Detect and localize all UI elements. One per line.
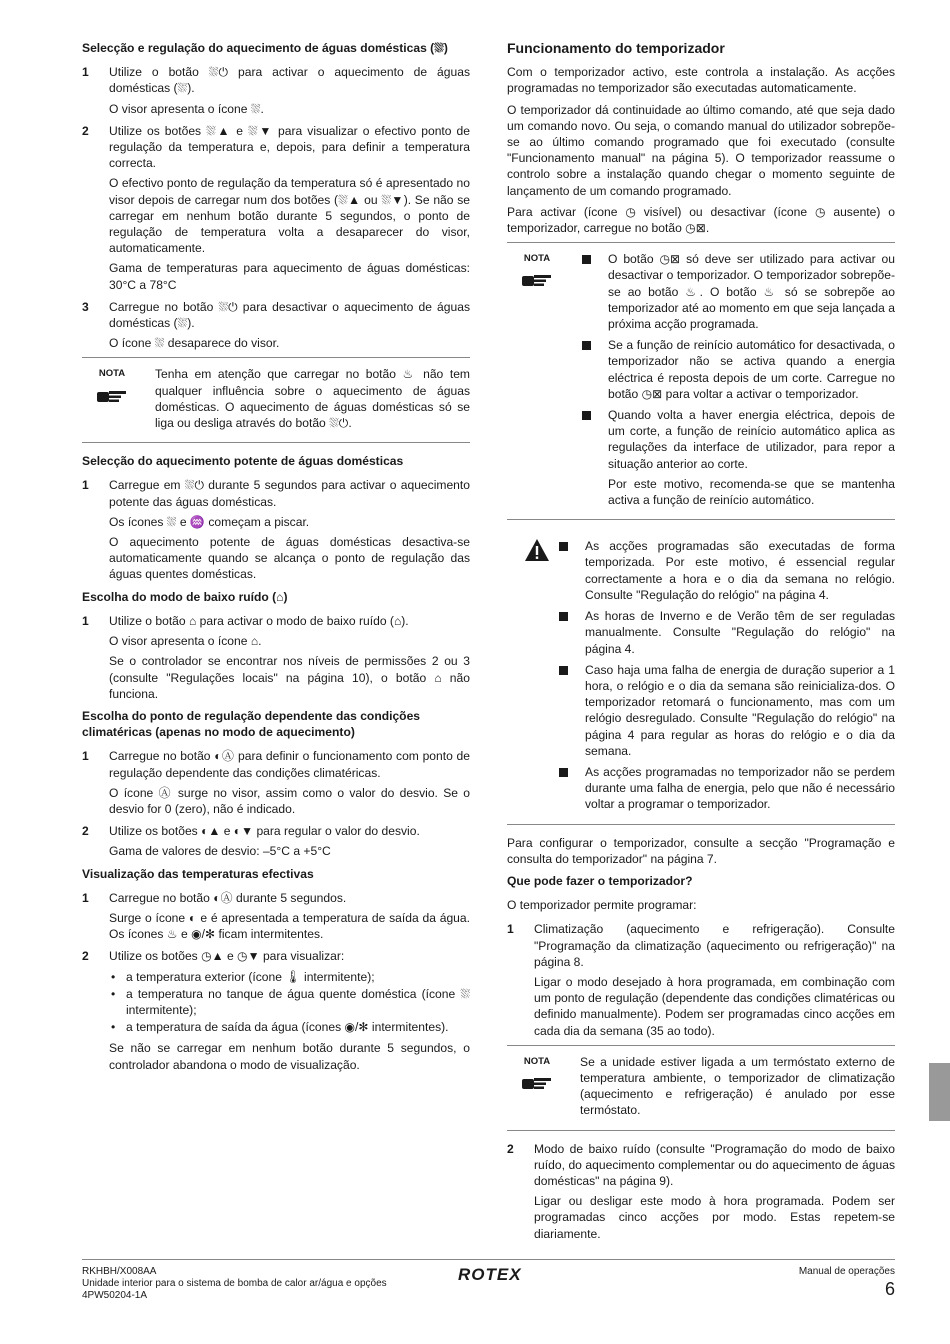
note-text: Tenha em atenção que carregar no botão ♨ não tem qualquer influência sobre o aquecimento de águas domésticas. O aquecimento de águas domésticas só se liga ou desliga através do botão ⛆⏻.	[155, 367, 470, 431]
rotex-logo: ROTEX	[458, 1265, 522, 1284]
pointing-hand-icon	[520, 1073, 554, 1093]
paragraph: Com o temporizador activo, este controla a instalação. As acções programadas no temporizador são executadas automaticamente.	[507, 65, 895, 96]
paragraph: Climatização (aquecimento e refrigeração). Consulte "Programação da climatização (aquecimento ou refrigeração)" na página 8.	[534, 922, 895, 969]
paragraph: O visor apresenta o ícone ⛆.	[109, 101, 264, 116]
note-item: Quando volta a haver energia eléctrica, depois de um corte, a função de reinício automático aplica as regulações da interface de utilizador, para repor a situação anterior ao corte. Por este motivo, recomenda-se que se mantenha activa a função de reinício automático.	[580, 407, 895, 508]
note-item: O botão ◷⊠ só deve ser utilizado para activar ou desactivar o temporizador. O temporizador sobrepõe-se ao botão ♨. O botão ♨ só se sobrepõe ao temporizador até ao momento em que seja lançada a próxima acção programada.	[580, 251, 895, 332]
section-title: Que pode fazer o temporizador?	[507, 873, 693, 888]
paragraph: Se não se carregar em nenhum botão durante 5 segundos, o controlador abandona o modo de visualização.	[109, 1041, 470, 1072]
paragraph: O temporizador permite programar:	[507, 898, 697, 913]
warning-item: As horas de Inverno e de Verão têm de ser reguladas manualmente. Consulte "Regulação do relógio" na página 4.	[557, 608, 895, 657]
note-text: Se a unidade estiver ligada a um termóstato externo de temperatura ambiente, o temporizador de climatização (aquecimento e refrigeração) é anulado por esse termóstato.	[580, 1054, 895, 1118]
note-item: Se a função de reinício automático for desactivada, o temporizador não se activa quando a energia eléctrica é reposta depois de um corte. Carregue no botão ◷⊠ para voltar a activar o temporizador.	[580, 337, 895, 402]
bullet-item: • a temperatura no tanque de água quente doméstica (ícone ⛆ intermitente);	[109, 986, 470, 1018]
section-title: Escolha do ponto de regulação dependente das condições climatéricas (apenas no modo de aquecimento)	[82, 708, 421, 740]
paragraph: Se o controlador se encontrar nos níveis de permissões 2 ou 3 (consulte "Regulações locais" na página 10), o botão ⌂ não funciona.	[109, 654, 470, 701]
list-item: 3 Carregue no botão ⛆⏻ para desactivar o aquecimento de águas domésticas (⛆). O ícone ⛆ desaparece do visor.	[82, 299, 470, 351]
model-code: RKHBH/X008AA	[82, 1266, 157, 1277]
list-item: 2 Modo de baixo ruído (consulte "Programação do modo de baixo ruído, do aquecimento complementar ou do aquecimento de águas domésticas" na página 9). Ligar ou desligar este modo à hora programada. Podem ser programadas cinco acções por modo. Estas repetem-se diariamente.	[507, 1141, 895, 1241]
chapter-tab	[929, 1063, 950, 1121]
product-description: Unidade interior para o sistema de bomba de calor ar/água e opções	[82, 1278, 387, 1289]
warning-icon	[524, 538, 550, 562]
paragraph: O efectivo ponto de regulação da temperatura só é apresentado no visor depois de carregar num dos botões (⛆▲ ou ⛆▼). Se não se carregar em nenhum botão durante 5 segundos, o ponto de regulação de temperatura volta a desaparecer do visor, automaticamente.	[109, 176, 470, 256]
page-number: 6	[884, 1279, 895, 1299]
section-title: Selecção do aquecimento potente de águas domésticas	[82, 454, 404, 469]
paragraph: Carregue no botão ◐Ⓐ durante 5 segundos.	[109, 890, 347, 905]
warning-box	[507, 530, 895, 824]
note-box	[507, 242, 895, 520]
paragraph: Utilize os botões ⛆▲ e ⛆▼ para visualizar o efectivo ponto de regulação da temperatura e, depois, para definir a temperatura correcta.	[109, 123, 470, 171]
page-footer	[82, 1259, 895, 1301]
list-item: 1 Carregue em ⛆⏻ durante 5 segundos para activar o aquecimento potente das águas domésticas. Os ícones ⛆ e ♒ começam a piscar. O aquecimento potente de águas domésticas desactiva-se automaticamente quando se alcança o ponto de regulação das águas quentes domésticas.	[82, 478, 470, 582]
note-label: NOTA	[98, 368, 126, 380]
note-box	[82, 357, 470, 443]
section-title: Funcionamento do temporizador	[507, 40, 725, 56]
paragraph: O aquecimento potente de águas domésticas desactiva-se automaticamente quando se alcança o ponto de regulação das águas quentes domésticas.	[109, 535, 470, 582]
paragraph: O temporizador dá continuidade ao último comando, até que seja dado um comando novo. Ou seja, o comando manual do utilizador sobrepõe-se ao último comando programado que foi executado (consulte "Funcionamento manual" na página 5). O temporizador reassume o controlo sobre a instalação quando chegar o momento seguinte de lançamento de um comando programado.	[507, 102, 895, 198]
paragraph: O visor apresenta o ícone ⌂.	[109, 634, 262, 649]
paragraph: Gama de valores de desvio: –5°C a +5°C	[109, 844, 331, 859]
pointing-hand-icon	[95, 386, 129, 406]
right-column	[507, 40, 895, 1248]
note-box	[507, 1045, 895, 1131]
paragraph: Surge o ícone ◐ e é apresentada a temperatura de saída da água. Os ícones ♨ e ◉/✻ ficam intermitentes.	[109, 910, 470, 942]
list-item: 1 Utilize o botão ⌂ para activar o modo de baixo ruído (⌂). O visor apresenta o ícone ⌂. Se o controlador se encontrar nos níveis de permissões 2 ou 3 (consulte "Regulações locais" na página 10), o botão ⌂ não funciona.	[82, 613, 470, 701]
warning-item: As acções programadas no temporizador não se perdem durante uma falha de energia, pelo que não é necessário voltar a programar o temporizador.	[557, 764, 895, 813]
document-code: 4PW50204-1A	[82, 1290, 148, 1301]
section-title: Selecção e regulação do aquecimento de águas domésticas (⛆)	[82, 41, 448, 55]
list-item: 2 Utilize os botões ⛆▲ e ⛆▼ para visualizar o efectivo ponto de regulação da temperatura e, depois, para definir a temperatura correcta. O efectivo ponto de regulação da temperatura só é apresentado no visor depois de carregar num dos botões (⛆▲ ou ⛆▼). Se não se carregar em nenhum botão durante 5 segundos, o ponto de regulação de temperatura volta a desaparecer do visor, automaticamente. Gama de temperaturas para aquecimento de águas domésticas: 30°C a 78°C	[82, 123, 470, 292]
paragraph: O ícone ⛆ desaparece do visor.	[109, 336, 280, 351]
paragraph: Carregue em ⛆⏻ durante 5 segundos para activar o aquecimento potente das águas domésticas.	[109, 478, 470, 509]
paragraph: O ícone Ⓐ surge no visor, assim como o valor do desvio. Se o desvio for 0 (zero), não é indicado.	[109, 785, 470, 816]
list-item: 1 Climatização (aquecimento e refrigeração). Consulte "Programação da climatização (aquecimento ou refrigeração)" na página 8. Ligar o modo desejado à hora programada, em combinação com um ponto de regulação (dependente das condições climatéricas ou definido manualmente). Podem ser programadas cinco acções em cada dia da semana (35 ao todo).	[507, 922, 895, 1038]
note-label: NOTA	[523, 1055, 551, 1067]
paragraph: Utilize os botões ◷▲ e ◷▼ para visualizar:	[109, 949, 345, 964]
paragraph: Carregue no botão ◐Ⓐ para definir o funcionamento com ponto de regulação dependente das condições climatéricas.	[109, 749, 470, 780]
paragraph: Utilize o botão ⌂ para activar o modo de baixo ruído (⌂).	[109, 613, 409, 628]
note-label: NOTA	[523, 253, 551, 265]
paragraph: Utilize o botão ⛆⏻ para activar o aquecimento de águas domésticas (⛆).	[109, 65, 470, 96]
list-item: 2 Utilize os botões ◐▲ e ◐▼ para regular o valor do desvio. Gama de valores de desvio: –5°C a +5°C	[82, 823, 470, 859]
paragraph: Gama de temperaturas para aquecimento de águas domésticas: 30°C a 78°C	[109, 261, 470, 292]
bullet-item: • a temperatura de saída da água (ícones ◉/✻ intermitentes).	[109, 1019, 470, 1035]
paragraph: Ligar o modo desejado à hora programada, em combinação com um ponto de regulação (dependente das condições climatéricas ou definido manualmente). Podem ser programadas cinco acções em cada dia da semana (35 ao todo).	[534, 974, 895, 1038]
bullet-item: • a temperatura exterior (ícone 🌡 intermitente);	[109, 969, 470, 985]
left-column	[82, 40, 470, 1079]
list-item: 1 Carregue no botão ◐Ⓐ durante 5 segundos. Surge o ícone ◐ e é apresentada a temperatura de saída da água. Os ícones ♨ e ◉/✻ ficam intermitentes.	[82, 890, 470, 942]
section-title: Visualização das temperaturas efectivas	[82, 866, 314, 881]
manual-title: Manual de operações	[798, 1266, 895, 1277]
paragraph: Utilize os botões ◐▲ e ◐▼ para regular o valor do desvio.	[109, 824, 420, 839]
section-title: Escolha do modo de baixo ruído (⌂)	[82, 589, 288, 604]
list-item: 1 Carregue no botão ◐Ⓐ para definir o funcionamento com ponto de regulação dependente das condições climatéricas. O ícone Ⓐ surge no visor, assim como o valor do desvio. Se o desvio for 0 (zero), não é indicado.	[82, 749, 470, 816]
paragraph: Ligar ou desligar este modo à hora programada. Podem ser programadas cinco acções por modo. Estas repetem-se diariamente.	[534, 1194, 895, 1241]
paragraph: Para configurar o temporizador, consulte a secção "Programação e consulta do temporizador" na página 7.	[507, 835, 895, 866]
warning-item: As acções programadas são executadas de forma temporizada. Por este motivo, é essencial regular correctamente a hora e o dia da semana no relógio. Consulte "Regulação do relógio" na página 4.	[557, 538, 895, 603]
paragraph: Modo de baixo ruído (consulte "Programação do modo de baixo ruído, do aquecimento complementar ou do aquecimento de águas domésticas" na página 9).	[534, 1141, 895, 1188]
paragraph: Para activar (ícone ◷ visível) ou desactivar (ícone ◷ ausente) o temporizador, carregue no botão ◷⊠.	[507, 204, 895, 236]
list-item: 1 Utilize o botão ⛆⏻ para activar o aquecimento de águas domésticas (⛆). O visor apresenta o ícone ⛆.	[82, 65, 470, 116]
paragraph: Carregue no botão ⛆⏻ para desactivar o aquecimento de águas domésticas (⛆).	[109, 299, 470, 331]
warning-item: Caso haja uma falha de energia de duração superior a 1 hora, o relógio e o dia da semana são reinicializa-dos. O temporizador retomará o funcionamento, mas com um relógio desregulado. Consulte "Regulação do relógio" na página 4 para regular as horas do relógio e o dia da semana.	[557, 662, 895, 759]
paragraph: Os ícones ⛆ e ♒ começam a piscar.	[109, 514, 310, 529]
pointing-hand-icon	[520, 270, 554, 290]
list-item: 2 Utilize os botões ◷▲ e ◷▼ para visualizar: • a temperatura exterior (ícone 🌡 intermitente); • a temperatura no tanque de água quente doméstica (ícone ⛆ intermitente); • a temperatura de saída da água (ícones ◉/✻ intermitentes). Se não se carregar em nenhum botão durante 5 segundos, o controlador abandona o modo de visualização.	[82, 948, 470, 1072]
